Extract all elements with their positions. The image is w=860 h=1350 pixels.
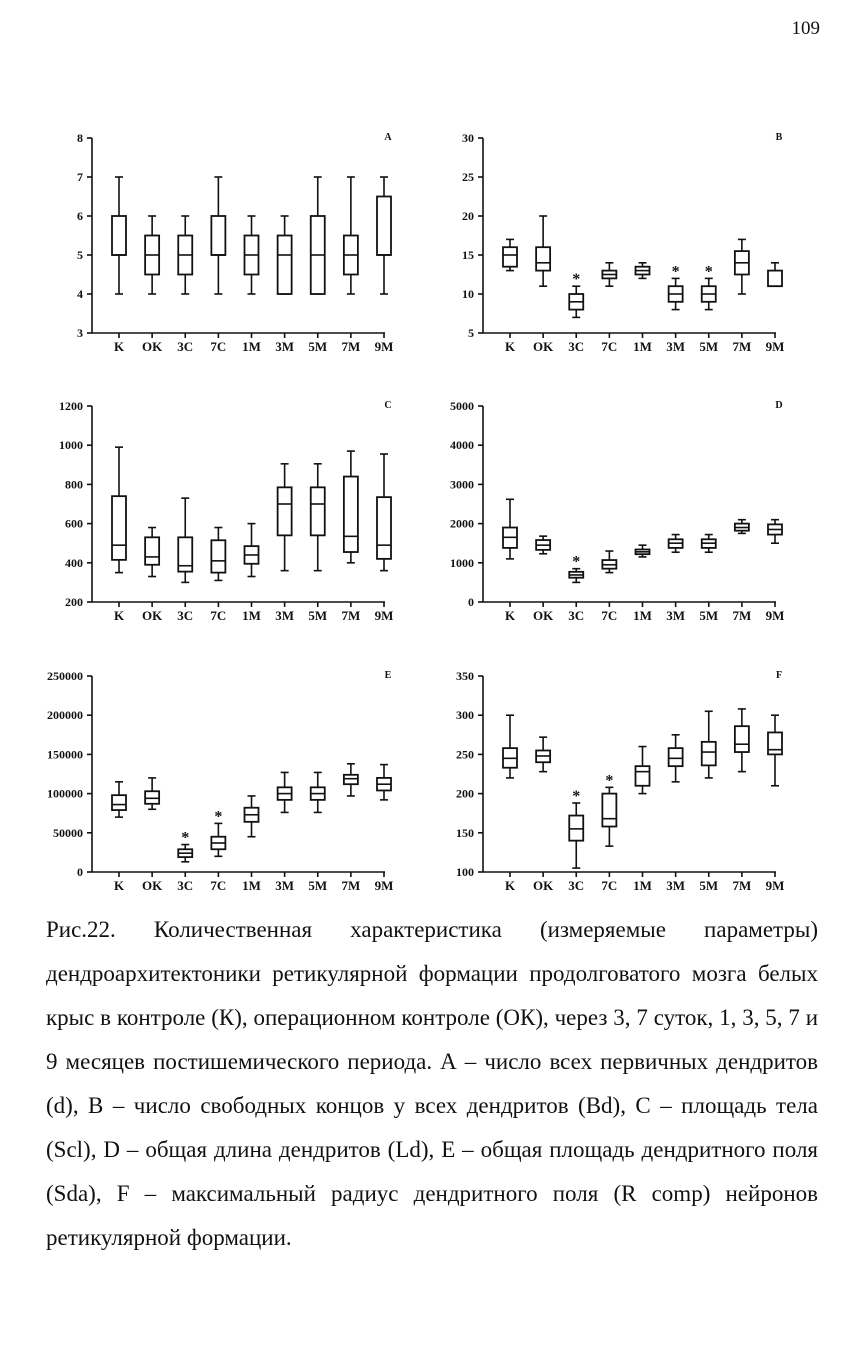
x-category-label: OK xyxy=(533,339,554,354)
iqr-box xyxy=(669,748,683,766)
x-category-label: 1M xyxy=(633,608,652,623)
chart-panel-d xyxy=(450,399,784,623)
y-tick-label: 30 xyxy=(462,131,474,145)
iqr-box xyxy=(112,216,126,255)
box-9m xyxy=(377,177,391,294)
box-3c xyxy=(178,498,192,582)
significance-asterisk: * xyxy=(605,772,614,790)
panel-letter: E xyxy=(384,670,392,681)
chart-panel-c xyxy=(59,399,393,623)
box-9m xyxy=(768,715,782,786)
x-category-label: 7C xyxy=(210,878,227,893)
x-category-label: 7C xyxy=(210,608,227,623)
y-tick-label: 7 xyxy=(77,170,83,184)
x-category-label: 3C xyxy=(177,339,194,354)
y-tick-label: 100 xyxy=(456,865,474,879)
iqr-box xyxy=(278,487,292,535)
y-tick-label: 1000 xyxy=(450,555,474,570)
y-tick-label: 2000 xyxy=(450,516,474,531)
x-category-label: K xyxy=(113,608,125,623)
box-1m xyxy=(636,545,650,557)
box-7m xyxy=(344,177,358,294)
significance-asterisk: * xyxy=(572,553,581,571)
y-tick-label: 5 xyxy=(468,326,474,340)
significance-asterisk: * xyxy=(671,263,680,281)
box-k xyxy=(112,447,126,572)
y-tick-label: 5 xyxy=(77,248,83,262)
y-tick-label: 200 xyxy=(65,595,83,609)
iqr-box xyxy=(145,537,159,564)
x-category-label: K xyxy=(113,339,125,354)
box-7m xyxy=(735,239,749,294)
box-3c xyxy=(569,554,583,583)
box-3m xyxy=(669,263,683,309)
box-5m xyxy=(702,535,716,553)
panel-letter: C xyxy=(384,400,392,411)
y-tick-label: 100000 xyxy=(47,786,83,801)
chart-panel-f xyxy=(456,669,784,893)
box-9m xyxy=(768,520,782,544)
iqr-box xyxy=(702,742,716,766)
chart-panel-e xyxy=(47,669,393,893)
box-k xyxy=(503,499,517,559)
box-3m xyxy=(669,735,683,782)
iqr-box xyxy=(278,236,292,295)
significance-asterisk: * xyxy=(572,788,581,806)
x-category-label: 5M xyxy=(308,339,328,354)
x-category-label: 1M xyxy=(242,608,261,623)
y-tick-label: 300 xyxy=(456,708,474,723)
significance-asterisk: * xyxy=(704,263,713,281)
y-tick-label: 5000 xyxy=(450,399,474,413)
x-category-label: 9M xyxy=(765,608,785,623)
x-category-label: 3M xyxy=(666,339,686,354)
box-k xyxy=(112,782,126,817)
x-category-label: 1M xyxy=(242,878,261,893)
box-5m xyxy=(702,711,716,778)
x-category-label: 7M xyxy=(341,608,361,623)
x-category-label: 9M xyxy=(765,878,785,893)
box-1m xyxy=(636,263,650,279)
y-tick-label: 6 xyxy=(77,209,83,223)
x-category-label: 3M xyxy=(666,878,686,893)
x-category-label: 3C xyxy=(568,339,585,354)
y-tick-label: 0 xyxy=(77,865,83,879)
x-category-label: 1M xyxy=(633,339,652,354)
figure-caption: Рис.22. Количественная характеристика (измеряемые параметры) дендроархитектоники ретикулярной формации продолговатого мозга белых крыс в контроле (К), операционном контроле (ОК), через 3, 7 суток, 1, 3, 5, 7 и 9 месяцев постишемического периода. А – число всех первичных дендритов (d), В – число свободных концов у всех дендритов (Bd), С – площадь тела (Scl), D – общая длина дендритов (Ld), Е – общая площадь дендритного поля (Sda), F – максимальный радиус дендритного поля (R comp) нейронов ретикулярной формации. xyxy=(46,917,818,1250)
y-tick-label: 150 xyxy=(456,825,474,840)
x-category-label: 1M xyxy=(242,339,261,354)
box-3c xyxy=(178,830,192,862)
x-category-label: 7M xyxy=(732,608,752,623)
box-ok xyxy=(536,216,550,286)
x-category-label: 7C xyxy=(601,878,618,893)
box-1m xyxy=(245,796,259,837)
y-tick-label: 20 xyxy=(462,209,474,223)
box-7c xyxy=(602,772,616,846)
iqr-box xyxy=(311,487,325,535)
box-7m xyxy=(344,764,358,796)
x-category-label: 7M xyxy=(732,339,752,354)
box-1m xyxy=(245,524,259,577)
x-category-label: 5M xyxy=(308,608,328,623)
iqr-box xyxy=(768,732,782,754)
chart-panel-b xyxy=(462,131,784,354)
y-tick-label: 0 xyxy=(468,595,474,609)
box-7c xyxy=(211,528,225,581)
box-ok xyxy=(536,737,550,771)
x-category-label: OK xyxy=(142,878,163,893)
y-tick-label: 250000 xyxy=(47,669,83,683)
box-3m xyxy=(278,464,292,571)
box-3c xyxy=(569,788,583,868)
iqr-box xyxy=(112,795,126,810)
iqr-box xyxy=(503,247,517,267)
x-category-label: 5M xyxy=(308,878,328,893)
y-tick-label: 25 xyxy=(462,170,474,184)
box-k xyxy=(112,177,126,294)
x-category-label: K xyxy=(504,339,516,354)
y-tick-label: 8 xyxy=(77,131,83,145)
panel-letter: A xyxy=(384,132,392,143)
x-category-label: 5M xyxy=(699,878,719,893)
significance-asterisk: * xyxy=(181,829,190,847)
y-tick-label: 200 xyxy=(456,786,474,801)
box-7c xyxy=(211,177,225,294)
box-ok xyxy=(145,778,159,809)
box-7m xyxy=(344,451,358,563)
panel-letter: F xyxy=(775,670,783,681)
x-category-label: OK xyxy=(533,878,554,893)
y-tick-label: 800 xyxy=(65,477,83,492)
x-category-label: 7M xyxy=(732,878,752,893)
x-category-label: 5M xyxy=(699,339,719,354)
box-9m xyxy=(768,263,782,286)
x-category-label: 3M xyxy=(666,608,686,623)
x-category-label: 5M xyxy=(699,608,719,623)
box-1m xyxy=(636,747,650,794)
iqr-box xyxy=(636,766,650,786)
x-category-label: OK xyxy=(142,339,163,354)
x-category-label: 3C xyxy=(177,608,194,623)
y-tick-label: 1200 xyxy=(59,399,83,413)
x-category-label: 1M xyxy=(633,878,652,893)
y-tick-label: 600 xyxy=(65,516,83,531)
x-category-label: 7C xyxy=(210,339,227,354)
box-ok xyxy=(145,216,159,294)
y-tick-label: 350 xyxy=(456,669,474,683)
x-category-label: OK xyxy=(142,608,163,623)
iqr-box xyxy=(768,271,782,287)
box-3m xyxy=(278,772,292,812)
x-category-label: 9M xyxy=(765,339,785,354)
y-tick-label: 10 xyxy=(462,287,474,301)
x-category-label: 3C xyxy=(568,608,585,623)
box-7m xyxy=(735,709,749,772)
box-3m xyxy=(278,216,292,294)
y-tick-label: 200000 xyxy=(47,708,83,723)
x-category-label: 7C xyxy=(601,608,618,623)
box-7c xyxy=(211,808,225,856)
page-number: 109 xyxy=(791,18,820,39)
x-category-label: 7M xyxy=(341,339,361,354)
box-7c xyxy=(602,263,616,286)
x-category-label: 7M xyxy=(341,878,361,893)
iqr-box xyxy=(602,794,616,827)
chart-panel-a xyxy=(77,131,393,354)
box-9m xyxy=(377,765,391,800)
panel-letter: B xyxy=(775,132,783,143)
significance-asterisk: * xyxy=(214,808,223,826)
x-category-label: 3M xyxy=(275,339,295,354)
box-k xyxy=(503,715,517,778)
x-category-label: 3M xyxy=(275,878,295,893)
box-ok xyxy=(145,528,159,577)
y-tick-label: 250 xyxy=(456,747,474,762)
iqr-box xyxy=(112,496,126,560)
x-category-label: 7C xyxy=(601,339,618,354)
significance-asterisk: * xyxy=(572,271,581,289)
box-3c xyxy=(569,271,583,317)
y-tick-label: 50000 xyxy=(53,825,83,840)
y-tick-label: 15 xyxy=(462,248,474,262)
box-1m xyxy=(245,216,259,294)
box-5m xyxy=(311,464,325,571)
box-5m xyxy=(311,772,325,812)
box-5m xyxy=(702,263,716,309)
iqr-box xyxy=(211,540,225,572)
box-k xyxy=(503,239,517,270)
x-category-label: 9M xyxy=(374,608,394,623)
y-tick-label: 3000 xyxy=(450,477,474,492)
box-ok xyxy=(536,536,550,554)
y-tick-label: 150000 xyxy=(47,747,83,762)
box-5m xyxy=(311,177,325,294)
iqr-box xyxy=(536,247,550,270)
iqr-box xyxy=(735,726,749,752)
x-category-label: 3C xyxy=(177,878,194,893)
x-category-label: K xyxy=(113,878,125,893)
x-category-label: 3C xyxy=(568,878,585,893)
box-7m xyxy=(735,520,749,534)
box-3m xyxy=(669,535,683,553)
iqr-box xyxy=(377,197,391,256)
y-tick-label: 3 xyxy=(77,326,83,340)
box-3c xyxy=(178,216,192,294)
x-category-label: 9M xyxy=(374,878,394,893)
x-category-label: 3M xyxy=(275,608,295,623)
x-category-label: OK xyxy=(533,608,554,623)
x-category-label: K xyxy=(504,608,516,623)
iqr-box xyxy=(211,216,225,255)
y-tick-label: 4 xyxy=(77,287,83,301)
x-category-label: K xyxy=(504,878,516,893)
iqr-box xyxy=(344,477,358,552)
y-tick-label: 4000 xyxy=(450,438,474,453)
iqr-box xyxy=(377,497,391,559)
box-7c xyxy=(602,551,616,573)
box-9m xyxy=(377,454,391,571)
y-tick-label: 1000 xyxy=(59,438,83,453)
panel-letter: D xyxy=(775,400,783,411)
x-category-label: 9M xyxy=(374,339,394,354)
y-tick-label: 400 xyxy=(65,555,83,570)
